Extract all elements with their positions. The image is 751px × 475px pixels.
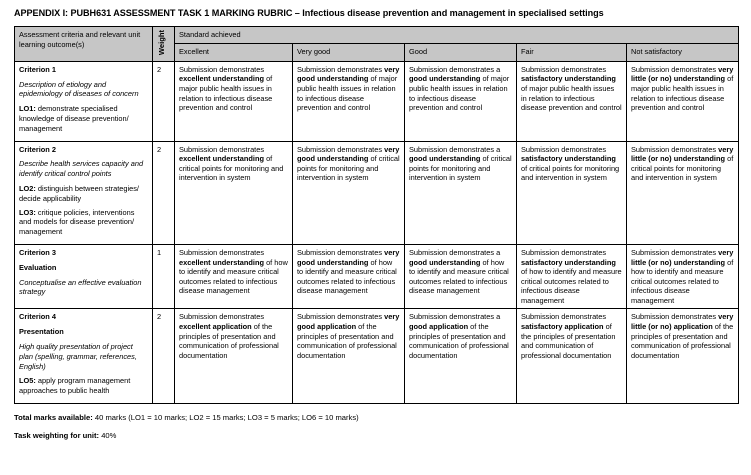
total-marks-line [14, 413, 738, 423]
criterion-description: Conceptualise an effective evaluation strategy [19, 277, 142, 297]
learning-outcome-code: LO2: [19, 183, 36, 193]
criterion-description: Description of etiology and epidemiology of diseases of concern [19, 79, 139, 99]
table-row [15, 61, 739, 141]
descriptor-lead: Submission demonstrates [631, 312, 719, 322]
header-weight [153, 27, 175, 62]
standard-descriptor-cell [405, 61, 517, 141]
descriptor-emphasis: very little (or no) understanding [631, 64, 734, 84]
criterion-description: High quality presentation of project plan (spelling, grammar, references, English) [19, 342, 137, 371]
criterion-cell [15, 244, 153, 309]
learning-outcome [19, 376, 148, 396]
descriptor-lead: Submission demonstrates [297, 247, 385, 257]
weight-cell: 2 [153, 61, 175, 141]
descriptor-tail: of the principles of presentation and communication of professional documentation [409, 322, 509, 360]
page-title: APPENDIX I: PUBH631 ASSESSMENT TASK 1 MARKING RUBRIC – Infectious disease prevention and management in specialised settings [14, 8, 604, 18]
learning-outcome [19, 208, 148, 237]
descriptor-lead: Submission demonstrates [179, 247, 265, 257]
learning-outcome-text: critique policies, interventions and models for disease prevention/ management [19, 207, 135, 237]
descriptor-lead: Submission demonstrates [521, 247, 607, 257]
descriptor-tail: of how to identify and measure critical outcomes related to infectious disease management [521, 267, 622, 305]
descriptor-lead: Submission demonstrates [179, 144, 265, 154]
descriptor-emphasis: excellent understanding [179, 154, 265, 164]
descriptor-emphasis: very little (or no) understanding [631, 247, 734, 267]
descriptor-emphasis: very good understanding [297, 64, 400, 84]
descriptor-tail: of the principles of presentation and communication of professional documentation [631, 322, 734, 360]
weight-cell: 2 [153, 141, 175, 244]
descriptor-lead: Submission demonstrates [179, 64, 265, 74]
descriptor-tail: of critical points for monitoring and intervention in system [521, 163, 620, 183]
learning-outcome [19, 104, 148, 133]
descriptor-tail: of critical points for monitoring and intervention in system [179, 154, 284, 183]
table-body [15, 61, 739, 403]
criterion-cell [15, 309, 153, 404]
descriptor-tail: of the principles of presentation and communication of professional documentation [297, 322, 397, 360]
descriptor-lead: Submission demonstrates [631, 144, 719, 154]
table-row [15, 244, 739, 309]
descriptor-emphasis: satisfactory understanding [521, 154, 616, 164]
descriptor-tail: of major public health issues in relation to infectious disease prevention and control [521, 83, 622, 113]
total-marks-label: Total marks available: [14, 413, 93, 423]
descriptor-emphasis: good understanding [409, 74, 481, 84]
criterion-description: Describe health services capacity and identify critical control points [19, 159, 144, 179]
learning-outcome-code: LO3: [19, 207, 36, 217]
descriptor-tail: of how to identify and measure critical outcomes related to infectious disease management [631, 257, 734, 305]
descriptor-emphasis: very little (or no) application [631, 312, 734, 332]
descriptor-lead: Submission demonstrates a [409, 247, 501, 257]
standard-descriptor-cell [293, 309, 405, 404]
task-weighting-label: Task weighting for unit: [14, 431, 100, 441]
criterion-cell [15, 61, 153, 141]
descriptor-emphasis: satisfactory understanding [521, 74, 616, 84]
descriptor-emphasis: very good application [297, 312, 400, 332]
header-level-excellent: Excellent [175, 44, 293, 61]
criterion-subtitle: Presentation [19, 327, 64, 337]
descriptor-lead: Submission demonstrates [297, 64, 385, 74]
descriptor-lead: Submission demonstrates [521, 144, 607, 154]
standard-descriptor-cell [405, 141, 517, 244]
descriptor-tail: of major public health issues in relation to infectious disease prevention and control [631, 74, 734, 113]
descriptor-tail: of the principles of presentation and communication of professional documentation [179, 322, 279, 360]
criterion-title: Criterion 2 [19, 144, 56, 154]
table-header [15, 27, 739, 62]
descriptor-tail: of critical points for monitoring and intervention in system [631, 154, 734, 183]
standard-descriptor-cell [517, 61, 627, 141]
descriptor-tail: of how to identify and measure critical outcomes related to infectious disease management [297, 257, 397, 296]
descriptor-emphasis: very good understanding [297, 144, 400, 164]
descriptor-lead: Submission demonstrates a [409, 64, 501, 74]
descriptor-lead: Submission demonstrates [179, 312, 265, 322]
learning-outcome-text: apply program management approaches to public health [19, 376, 131, 396]
standard-descriptor-cell [175, 141, 293, 244]
descriptor-emphasis: satisfactory understanding [521, 257, 616, 267]
descriptor-emphasis: excellent application [179, 322, 252, 332]
descriptor-lead: Submission demonstrates a [409, 312, 501, 322]
header-criteria: Assessment criteria and relevant unit learning outcome(s) [15, 27, 153, 62]
header-level-fair: Fair [517, 44, 627, 61]
criterion-title: Criterion 1 [19, 64, 56, 74]
descriptor-lead: Submission demonstrates [297, 312, 385, 322]
standard-descriptor-cell [627, 141, 739, 244]
footer [14, 413, 738, 441]
descriptor-emphasis: very little (or no) understanding [631, 144, 734, 164]
descriptor-lead: Submission demonstrates [521, 64, 607, 74]
descriptor-tail: of how to identify and measure critical outcomes related to infectious disease management [179, 257, 288, 296]
weight-cell: 2 [153, 309, 175, 404]
weight-cell: 1 [153, 244, 175, 309]
criterion-cell [15, 141, 153, 244]
descriptor-tail: of critical points for monitoring and intervention in system [297, 154, 400, 183]
learning-outcome [19, 184, 148, 204]
table-row [15, 141, 739, 244]
header-standard-achieved: Standard achieved [175, 27, 739, 44]
standard-descriptor-cell [175, 309, 293, 404]
descriptor-tail: of major public health issues in relation to infectious disease prevention and control [297, 74, 398, 113]
criterion-title: Criterion 3 [19, 247, 56, 257]
standard-descriptor-cell [293, 244, 405, 309]
descriptor-emphasis: excellent understanding [179, 257, 265, 267]
standard-descriptor-cell [405, 309, 517, 404]
standard-descriptor-cell [517, 244, 627, 309]
task-weighting-line [14, 431, 738, 441]
descriptor-emphasis: very good understanding [297, 247, 400, 267]
descriptor-tail: of how to identify and measure critical outcomes related to infectious disease management [409, 257, 509, 296]
standard-descriptor-cell [405, 244, 517, 309]
standard-descriptor-cell [175, 61, 293, 141]
task-weighting-value: 40% [99, 431, 117, 441]
descriptor-emphasis: good understanding [409, 154, 481, 164]
learning-outcome-code: LO5: [19, 376, 36, 386]
descriptor-emphasis: good understanding [409, 257, 481, 267]
descriptor-lead: Submission demonstrates [297, 144, 385, 154]
criterion-subtitle: Evaluation [19, 262, 57, 272]
standard-descriptor-cell [517, 141, 627, 244]
descriptor-emphasis: satisfactory application [521, 322, 604, 332]
learning-outcome-code: LO1: [19, 104, 36, 114]
header-row-top [15, 27, 739, 44]
header-level-good: Good [405, 44, 517, 61]
standard-descriptor-cell [627, 244, 739, 309]
descriptor-tail: of critical points for monitoring and intervention in system [409, 154, 512, 183]
descriptor-lead: Submission demonstrates [631, 64, 719, 74]
marking-rubric-table [14, 26, 739, 404]
descriptor-tail: of major public health issues in relation to infectious disease prevention and control [409, 74, 510, 113]
header-level-very-good: Very good [293, 44, 405, 61]
learning-outcome-text: distinguish between strategies/ decide applicability [19, 183, 139, 203]
learning-outcome-text: demonstrate specialised knowledge of disease prevention/ management [19, 104, 129, 133]
total-marks-value: 40 marks (LO1 = 10 marks; LO2 = 15 marks; LO3 = 5 marks; LO6 = 10 marks) [92, 413, 359, 423]
descriptor-emphasis: excellent understanding [179, 74, 265, 84]
criterion-title: Criterion 4 [19, 312, 56, 322]
descriptor-lead: Submission demonstrates [631, 247, 719, 257]
header-level-not-satisfactory: Not satisfactory [627, 44, 739, 61]
descriptor-lead: Submission demonstrates [521, 312, 607, 322]
standard-descriptor-cell [627, 309, 739, 404]
descriptor-lead: Submission demonstrates a [409, 144, 501, 154]
descriptor-tail: of the principles of presentation and communication of professional documentation [521, 322, 616, 360]
descriptor-emphasis: good application [409, 322, 469, 332]
table-row [15, 309, 739, 404]
standard-descriptor-cell [293, 141, 405, 244]
header-weight-label: Weight [157, 30, 166, 56]
descriptor-tail: of major public health issues in relation to infectious disease prevention and control [179, 74, 273, 113]
standard-descriptor-cell [293, 61, 405, 141]
standard-descriptor-cell [175, 244, 293, 309]
standard-descriptor-cell [517, 309, 627, 404]
standard-descriptor-cell [627, 61, 739, 141]
